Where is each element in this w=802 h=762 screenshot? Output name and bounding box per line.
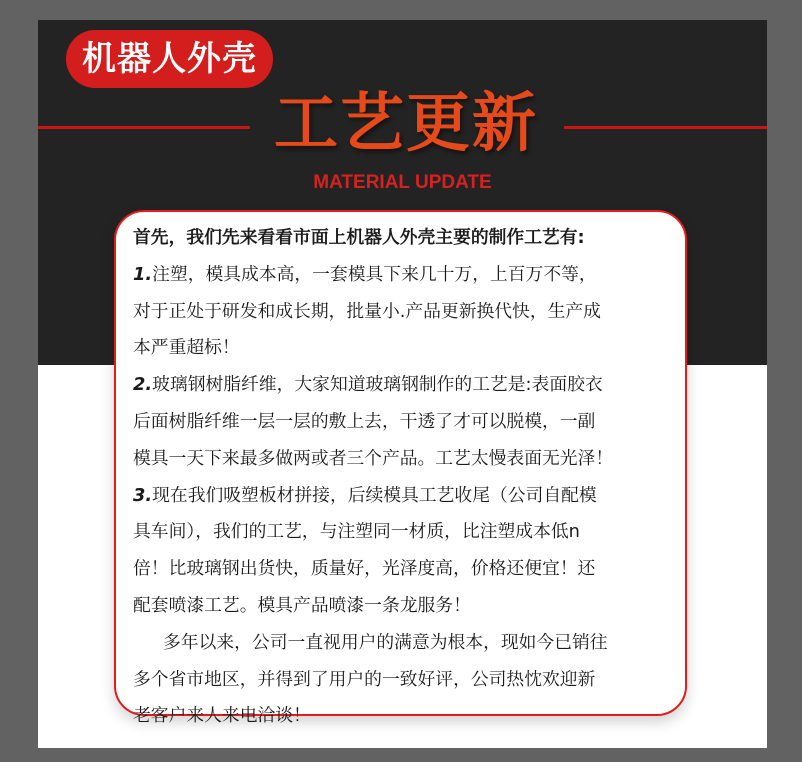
text-line: 模具一天下来最多做两或者三个产品。工艺太慢表面无光泽！ <box>133 447 614 469</box>
headline-rule-right <box>564 126 767 129</box>
text-line: 老客户来人来电洽谈！ <box>133 705 311 727</box>
item-text: 现在我们吸塑板材拼接，后续模具工艺收尾（公司自配模 <box>152 484 597 506</box>
subheadline: MATERIAL UPDATE <box>313 172 492 193</box>
item-number: 3. <box>133 484 153 506</box>
intro-line: 首先，我们先来看看市面上机器人外壳主要的制作工艺有: <box>133 227 585 248</box>
text-line: 倍！比玻璃钢出货快，质量好，光泽度高，价格还便宜！还 <box>133 558 596 580</box>
item-text: 注塑，模具成本高，一套模具下来几十万，上百万不等， <box>152 263 597 285</box>
text-line <box>133 478 677 515</box>
poster <box>38 20 767 748</box>
text-line: 配套喷漆工艺。模具产品喷漆一条龙服务！ <box>133 594 471 616</box>
text-line <box>133 367 677 404</box>
headline: 工艺更新 <box>274 87 538 161</box>
item-number: 2. <box>133 374 153 396</box>
product-tag: 机器人外壳 <box>66 30 273 88</box>
item-text: 多年以来，公司一直视用户的满意为根本，现如今已销往 <box>163 631 608 653</box>
item-text: 玻璃钢树脂纤维，大家知道玻璃钢制作的工艺是:表面胶衣 <box>152 374 603 396</box>
text-line: 后面树脂纤维一层一层的敷上去，干透了才可以脱模，一副 <box>133 410 596 432</box>
text-line: 对于正处于研发和成长期，批量小.产品更新换代快，生产成 <box>133 300 601 322</box>
headline-rule-left <box>38 126 250 129</box>
item-number: 1. <box>133 263 153 285</box>
text-line <box>133 257 677 294</box>
text-line: 多个省市地区，并得到了用户的一致好评，公司热忱欢迎新 <box>133 668 596 690</box>
text-line: 具车间），我们的工艺，与注塑同一材质，比注塑成本低n <box>133 521 580 543</box>
text-line: 本严重超标！ <box>133 337 240 359</box>
content-card <box>114 210 687 727</box>
text-line <box>133 625 677 662</box>
